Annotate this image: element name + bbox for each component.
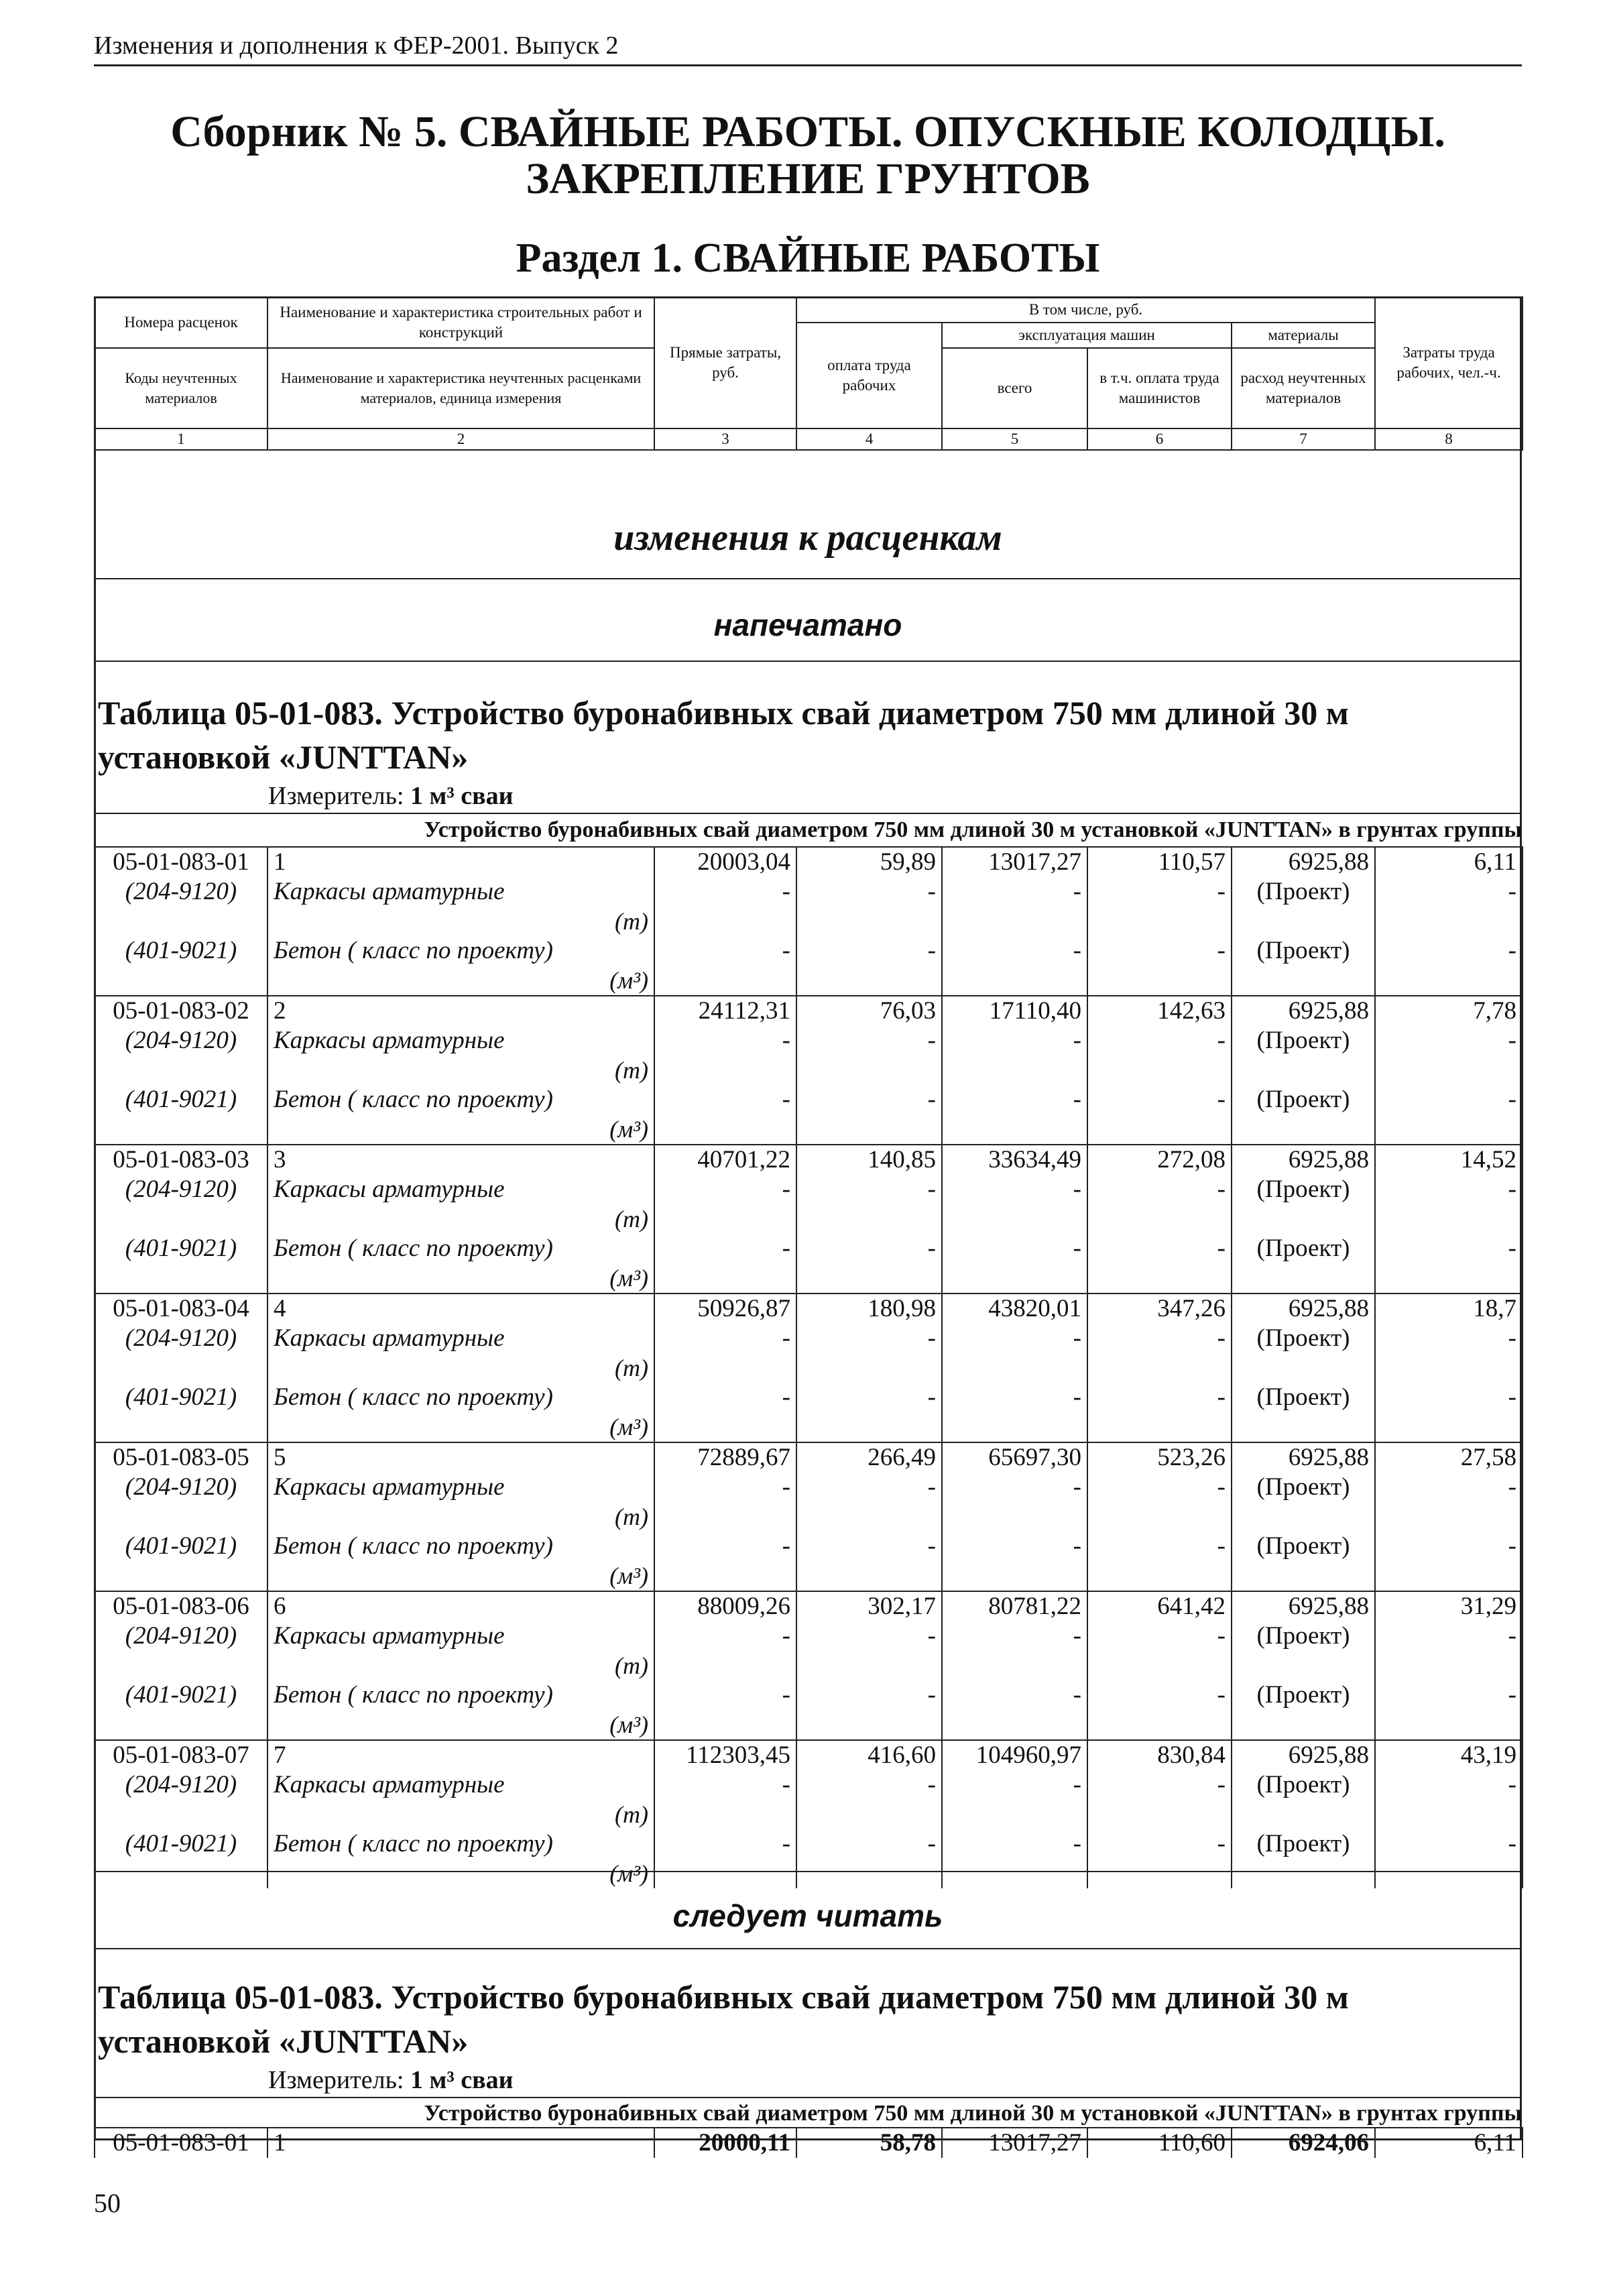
divider [94, 661, 1522, 662]
header-labor-hours: Затраты труда рабочих, чел.-ч. [1375, 297, 1523, 428]
material-project: (Проект) [1232, 877, 1375, 936]
material-project: (Проект) [1232, 1234, 1375, 1294]
direct-costs: 88009,26 [654, 1591, 796, 1621]
material-project: (Проект) [1232, 1770, 1375, 1829]
meter-line [268, 781, 514, 811]
value-dash: - [1375, 1680, 1523, 1740]
value-dash: - [796, 1680, 942, 1740]
material-unit: (т) [615, 1503, 648, 1530]
value-dash: - [1375, 1324, 1523, 1383]
section-title: Раздел 1. СВАЙНЫЕ РАБОТЫ [516, 235, 1100, 281]
value-dash: - [942, 1383, 1087, 1442]
value-dash: - [942, 877, 1087, 936]
labor-hours: 18,7 [1375, 1294, 1523, 1324]
material-name: Бетон ( класс по проекту) [274, 1086, 553, 1113]
header-material-names: Наименование и характеристика неучтенных расценками материалов, единица измерения [267, 348, 654, 428]
value-dash: - [942, 1473, 1087, 1532]
material-code: (204-9120) [95, 1621, 267, 1680]
value-dash: - [1375, 877, 1523, 936]
rate-code: 05-01-083-04 [95, 1294, 267, 1324]
rate-number: 2 [267, 996, 654, 1026]
rate-number: 4 [267, 1294, 654, 1324]
material-cell [267, 1680, 654, 1740]
rates-table-old [94, 846, 1523, 1888]
material-project: (Проект) [1232, 1085, 1375, 1145]
divider [94, 1948, 1522, 1949]
group-row-label: Устройство буронабивных свай диаметром 750 мм длиной 30 м установкой «JUNTTAN» в грунтах группы [424, 817, 1522, 842]
material-project: (Проект) [1232, 1532, 1375, 1591]
labor-hours: 31,29 [1375, 1591, 1523, 1621]
materials-cost: 6925,88 [1232, 1294, 1375, 1324]
value-dash: - [796, 1026, 942, 1085]
meter-unit: 1 м³ сваи [410, 782, 514, 810]
value-dash: - [654, 1473, 796, 1532]
changes-banner: изменения к расценкам [613, 517, 1002, 559]
materials-cost: 6925,88 [1232, 847, 1375, 877]
column-number: 5 [942, 428, 1087, 450]
material-unit: (м³) [609, 1116, 648, 1143]
header-material-consumption: расход неучтенных материалов [1232, 348, 1375, 428]
worker-pay: 416,60 [796, 1740, 942, 1770]
value-dash: - [942, 936, 1087, 996]
direct-costs: 72889,67 [654, 1442, 796, 1473]
table-header [94, 296, 1523, 451]
header-machines-total: всего [942, 348, 1087, 428]
material-cell [267, 1621, 654, 1680]
material-name: Бетон ( класс по проекту) [274, 1830, 553, 1857]
value-dash: - [796, 1383, 942, 1442]
header-in-total: В том числе, руб. [796, 297, 1375, 323]
material-code: (204-9120) [95, 1324, 267, 1383]
material-name: Бетон ( класс по проекту) [274, 1235, 553, 1262]
table-caption-new: Таблица 05-01-083. Устройство буронабивных свай диаметром 750 мм длиной 30 м установкой «JUNTTAN» [98, 1978, 1349, 2060]
material-project: (Проект) [1232, 1175, 1375, 1234]
material-cell [267, 1026, 654, 1085]
material-cell [267, 1473, 654, 1532]
labor-hours: 14,52 [1375, 1145, 1523, 1175]
worker-pay: 76,03 [796, 996, 942, 1026]
materials-cost: 6924,06 [1232, 2128, 1375, 2158]
value-dash: - [942, 1234, 1087, 1294]
value-dash: - [796, 1175, 942, 1234]
material-unit: (т) [615, 908, 648, 935]
labor-hours: 43,19 [1375, 1740, 1523, 1770]
value-dash: - [942, 1324, 1087, 1383]
value-dash: - [796, 1473, 942, 1532]
value-dash: - [1375, 1473, 1523, 1532]
operator-pay: 641,42 [1087, 1591, 1232, 1621]
material-code: (401-9021) [95, 1383, 267, 1442]
rates-table-new [94, 2127, 1523, 2158]
divider [94, 813, 1522, 814]
material-unit: (м³) [609, 1265, 648, 1292]
value-dash: - [1087, 1234, 1232, 1294]
value-dash: - [1375, 936, 1523, 996]
value-dash: - [654, 1026, 796, 1085]
value-dash: - [942, 1532, 1087, 1591]
rate-number: 6 [267, 1591, 654, 1621]
rate-number: 1 [267, 2128, 654, 2158]
value-dash: - [654, 1770, 796, 1829]
material-project: (Проект) [1232, 1026, 1375, 1085]
material-code: (401-9021) [95, 1680, 267, 1740]
column-number: 4 [796, 428, 942, 450]
value-dash: - [796, 1085, 942, 1145]
value-dash: - [796, 1234, 942, 1294]
header-material-codes: Коды неучтенных материалов [95, 348, 267, 428]
printed-banner: напечатано [713, 608, 902, 642]
direct-costs: 20003,04 [654, 847, 796, 877]
value-dash: - [1087, 1532, 1232, 1591]
machines-total: 80781,22 [942, 1591, 1087, 1621]
column-number: 3 [654, 428, 796, 450]
labor-hours: 6,11 [1375, 847, 1523, 877]
worker-pay: 266,49 [796, 1442, 942, 1473]
value-dash: - [942, 1026, 1087, 1085]
material-code: (401-9021) [95, 936, 267, 996]
material-project: (Проект) [1232, 936, 1375, 996]
material-name: Каркасы арматурные [274, 1324, 505, 1352]
material-cell [267, 877, 654, 936]
material-unit: (м³) [609, 1711, 648, 1738]
value-dash: - [796, 936, 942, 996]
material-code: (401-9021) [95, 1234, 267, 1294]
meter-line-new [268, 2065, 514, 2095]
header-machines: эксплуатация машин [942, 323, 1232, 348]
header-worker-pay: оплата труда рабочих [796, 323, 942, 428]
value-dash: - [1087, 1829, 1232, 1888]
group-row-label-new: Устройство буронабивных свай диаметром 750 мм длиной 30 м установкой «JUNTTAN» в грунтах группы [424, 2101, 1522, 2126]
value-dash: - [654, 1234, 796, 1294]
header-rate-numbers: Номера расценок [95, 297, 267, 348]
divider [94, 2097, 1522, 2098]
material-cell [267, 1175, 654, 1234]
labor-hours: 27,58 [1375, 1442, 1523, 1473]
meter-label: Измеритель: [268, 782, 410, 810]
value-dash: - [654, 1680, 796, 1740]
divider [94, 578, 1522, 579]
operator-pay: 347,26 [1087, 1294, 1232, 1324]
value-dash: - [942, 1829, 1087, 1888]
material-cell [267, 1532, 654, 1591]
labor-hours: 6,11 [1375, 2128, 1523, 2158]
materials-cost: 6925,88 [1232, 1145, 1375, 1175]
material-code: (401-9021) [95, 1085, 267, 1145]
material-cell [267, 1324, 654, 1383]
materials-cost: 6925,88 [1232, 1740, 1375, 1770]
rate-number: 3 [267, 1145, 654, 1175]
operator-pay: 523,26 [1087, 1442, 1232, 1473]
divider [94, 1871, 1522, 1872]
machines-total: 104960,97 [942, 1740, 1087, 1770]
value-dash: - [1087, 1026, 1232, 1085]
column-number: 8 [1375, 428, 1523, 450]
material-code: (204-9120) [95, 877, 267, 936]
rate-code: 05-01-083-05 [95, 1442, 267, 1473]
value-dash: - [942, 1770, 1087, 1829]
value-dash: - [1375, 1770, 1523, 1829]
material-project: (Проект) [1232, 1829, 1375, 1888]
header-work-name: Наименование и характеристика строительных работ и конструкций [267, 297, 654, 348]
rate-code: 05-01-083-07 [95, 1740, 267, 1770]
material-name: Бетон ( класс по проекту) [274, 1532, 553, 1560]
material-unit: (м³) [609, 1414, 648, 1440]
material-code: (401-9021) [95, 1829, 267, 1888]
machines-total: 33634,49 [942, 1145, 1087, 1175]
value-dash: - [1375, 1175, 1523, 1234]
material-name: Каркасы арматурные [274, 878, 505, 905]
value-dash: - [1375, 1234, 1523, 1294]
materials-cost: 6925,88 [1232, 1591, 1375, 1621]
material-cell [267, 1383, 654, 1442]
header-direct-costs: Прямые затраты, руб. [654, 297, 796, 428]
value-dash: - [796, 877, 942, 936]
value-dash: - [796, 1621, 942, 1680]
material-name: Бетон ( класс по проекту) [274, 937, 553, 964]
direct-costs: 40701,22 [654, 1145, 796, 1175]
rate-number: 5 [267, 1442, 654, 1473]
column-number: 1 [95, 428, 267, 450]
value-dash: - [1087, 877, 1232, 936]
collection-title-line2: ЗАКРЕПЛЕНИЕ ГРУНТОВ [526, 154, 1090, 203]
table-caption: Таблица 05-01-083. Устройство буронабивных свай диаметром 750 мм длиной 30 м установкой «JUNTTAN» [98, 694, 1349, 776]
value-dash: - [1087, 1621, 1232, 1680]
value-dash: - [942, 1621, 1087, 1680]
collection-title-line1: Сборник № 5. СВАЙНЫЕ РАБОТЫ. ОПУСКНЫЕ КОЛОДЦЫ. [170, 107, 1445, 156]
page-number: 50 [94, 2188, 121, 2218]
running-header: Изменения и дополнения к ФЕР-2001. Выпуск 2 [94, 27, 1522, 66]
meter-label: Измеритель: [268, 2066, 410, 2094]
value-dash: - [1087, 936, 1232, 996]
rate-code: 05-01-083-01 [95, 2128, 267, 2158]
direct-costs: 50926,87 [654, 1294, 796, 1324]
worker-pay: 59,89 [796, 847, 942, 877]
material-name: Бетон ( класс по проекту) [274, 1383, 553, 1411]
materials-cost: 6925,88 [1232, 996, 1375, 1026]
column-number: 2 [267, 428, 654, 450]
value-dash: - [654, 877, 796, 936]
material-unit: (м³) [609, 1562, 648, 1589]
material-unit: (т) [615, 1355, 648, 1381]
value-dash: - [1087, 1383, 1232, 1442]
materials-cost: 6925,88 [1232, 1442, 1375, 1473]
value-dash: - [1087, 1473, 1232, 1532]
material-project: (Проект) [1232, 1621, 1375, 1680]
material-cell [267, 1770, 654, 1829]
value-dash: - [654, 936, 796, 996]
value-dash: - [1375, 1026, 1523, 1085]
value-dash: - [1087, 1680, 1232, 1740]
worker-pay: 140,85 [796, 1145, 942, 1175]
rate-number: 7 [267, 1740, 654, 1770]
header-materials: материалы [1232, 323, 1375, 348]
worker-pay: 302,17 [796, 1591, 942, 1621]
value-dash: - [654, 1532, 796, 1591]
direct-costs: 112303,45 [654, 1740, 796, 1770]
operator-pay: 830,84 [1087, 1740, 1232, 1770]
material-unit: (т) [615, 1652, 648, 1679]
column-number: 6 [1087, 428, 1232, 450]
material-unit: (т) [615, 1801, 648, 1828]
rate-code: 05-01-083-02 [95, 996, 267, 1026]
meter-unit: 1 м³ сваи [410, 2066, 514, 2094]
machines-total: 13017,27 [942, 847, 1087, 877]
direct-costs: 20000,11 [654, 2128, 796, 2158]
material-name: Каркасы арматурные [274, 1027, 505, 1054]
machines-total: 65697,30 [942, 1442, 1087, 1473]
rate-number: 1 [267, 847, 654, 877]
material-code: (204-9120) [95, 1175, 267, 1234]
value-dash: - [654, 1829, 796, 1888]
material-unit: (т) [615, 1057, 648, 1084]
material-cell [267, 936, 654, 996]
value-dash: - [1087, 1085, 1232, 1145]
material-project: (Проект) [1232, 1473, 1375, 1532]
material-cell [267, 1085, 654, 1145]
material-name: Каркасы арматурные [274, 1473, 505, 1501]
value-dash: - [1087, 1175, 1232, 1234]
value-dash: - [796, 1324, 942, 1383]
material-cell [267, 1234, 654, 1294]
material-code: (204-9120) [95, 1026, 267, 1085]
value-dash: - [942, 1175, 1087, 1234]
value-dash: - [654, 1085, 796, 1145]
labor-hours: 7,78 [1375, 996, 1523, 1026]
value-dash: - [1375, 1085, 1523, 1145]
material-name: Бетон ( класс по проекту) [274, 1681, 553, 1709]
material-code: (204-9120) [95, 1770, 267, 1829]
material-name: Каркасы арматурные [274, 1175, 505, 1203]
rate-code: 05-01-083-01 [95, 847, 267, 877]
value-dash: - [796, 1829, 942, 1888]
value-dash: - [654, 1324, 796, 1383]
material-project: (Проект) [1232, 1383, 1375, 1442]
machines-total: 17110,40 [942, 996, 1087, 1026]
machines-total: 43820,01 [942, 1294, 1087, 1324]
material-unit: (т) [615, 1206, 648, 1232]
header-operator-pay: в т.ч. оплата труда машинистов [1087, 348, 1232, 428]
value-dash: - [654, 1621, 796, 1680]
operator-pay: 110,60 [1087, 2128, 1232, 2158]
operator-pay: 142,63 [1087, 996, 1232, 1026]
material-name: Каркасы арматурные [274, 1622, 505, 1650]
value-dash: - [1375, 1829, 1523, 1888]
operator-pay: 110,57 [1087, 847, 1232, 877]
value-dash: - [942, 1085, 1087, 1145]
material-unit: (м³) [609, 1860, 648, 1887]
material-project: (Проект) [1232, 1680, 1375, 1740]
material-project: (Проект) [1232, 1324, 1375, 1383]
operator-pay: 272,08 [1087, 1145, 1232, 1175]
material-code: (401-9021) [95, 1532, 267, 1591]
worker-pay: 180,98 [796, 1294, 942, 1324]
material-name: Каркасы арматурные [274, 1771, 505, 1798]
value-dash: - [1087, 1324, 1232, 1383]
machines-total: 13017,27 [942, 2128, 1087, 2158]
material-unit: (м³) [609, 967, 648, 994]
direct-costs: 24112,31 [654, 996, 796, 1026]
rate-code: 05-01-083-03 [95, 1145, 267, 1175]
should-read-banner: следует читать [672, 1898, 943, 1933]
value-dash: - [1375, 1621, 1523, 1680]
value-dash: - [1375, 1532, 1523, 1591]
value-dash: - [942, 1680, 1087, 1740]
worker-pay: 58,78 [796, 2128, 942, 2158]
value-dash: - [796, 1770, 942, 1829]
material-code: (204-9120) [95, 1473, 267, 1532]
material-cell [267, 1829, 654, 1888]
column-number: 7 [1232, 428, 1375, 450]
rate-code: 05-01-083-06 [95, 1591, 267, 1621]
value-dash: - [654, 1383, 796, 1442]
value-dash: - [654, 1175, 796, 1234]
value-dash: - [1087, 1770, 1232, 1829]
value-dash: - [1375, 1383, 1523, 1442]
value-dash: - [796, 1532, 942, 1591]
